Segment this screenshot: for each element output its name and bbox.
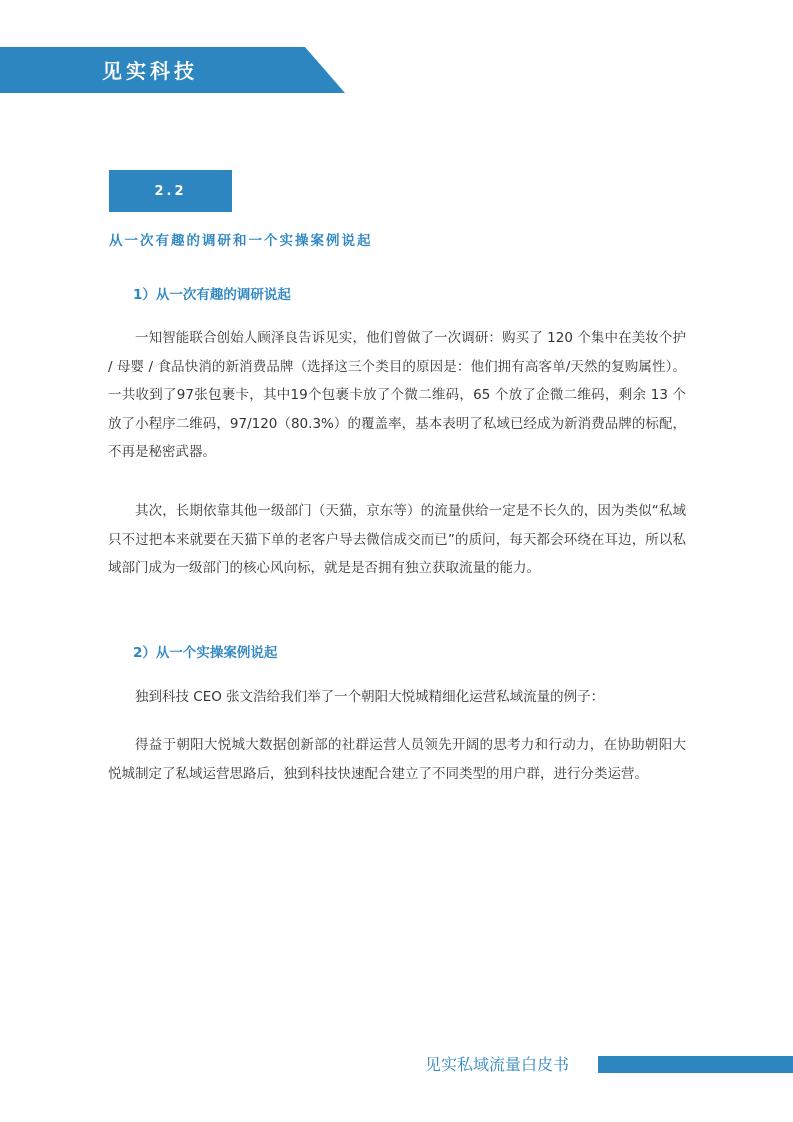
subsection-1-paragraph-1: 一知智能联合创始人顾泽良告诉见实，他们曾做了一次调研：购买了 120 个集中在美妆个护 / 母婴 / 食品快消的新消费品牌（选择这三个类目的原因是：他们拥有高客单/天然的复购属性）。一共收到了97张包裹卡，其中19个包裹卡放了个微二维码，65 个放了企微二维码，剩余 13 个放了小程序二维码，97/120（80.3%）的覆盖率，基本表明了私域已经成为新消费品牌的标配，不再是秘密武器。: [108, 330, 686, 460]
subsection-2-paragraph-1: 独到科技 CEO 张文浩给我们举了一个朝阳大悦城精细化运营私域流量的例子：: [135, 689, 605, 705]
subsection-1-paragraph-2: 其次，长期依靠其他一级部门（天猫，京东等）的流量供给一定是不长久的，因为类似“私域只不过把本来就要在天猫下单的老客户导去微信成交而已”的质问，每天都会环绕在耳边，所以私域部门成为一级部门的核心风向标，就是是否拥有独立获取流量的能力。: [108, 503, 686, 576]
subsection-1-title: 1）从一次有趣的调研说起: [133, 287, 291, 303]
footer-bar: [598, 1056, 793, 1073]
subsection-2-title: 2）从一个实操案例说起: [133, 645, 278, 661]
section-heading: 从一次有趣的调研和一个实操案例说起: [109, 233, 373, 249]
section-number-badge: 2.2: [109, 170, 232, 212]
header-title: 见实科技: [102, 59, 198, 83]
subsection-2-paragraph-2: 得益于朝阳大悦城大数据创新部的社群运营人员领先开阔的思考力和行动力，在协助朝阳大悦城制定了私域运营思路后，独到科技快速配合建立了不同类型的用户群，进行分类运营。: [108, 737, 686, 782]
footer-title: 见实私域流量白皮书: [425, 1055, 570, 1074]
